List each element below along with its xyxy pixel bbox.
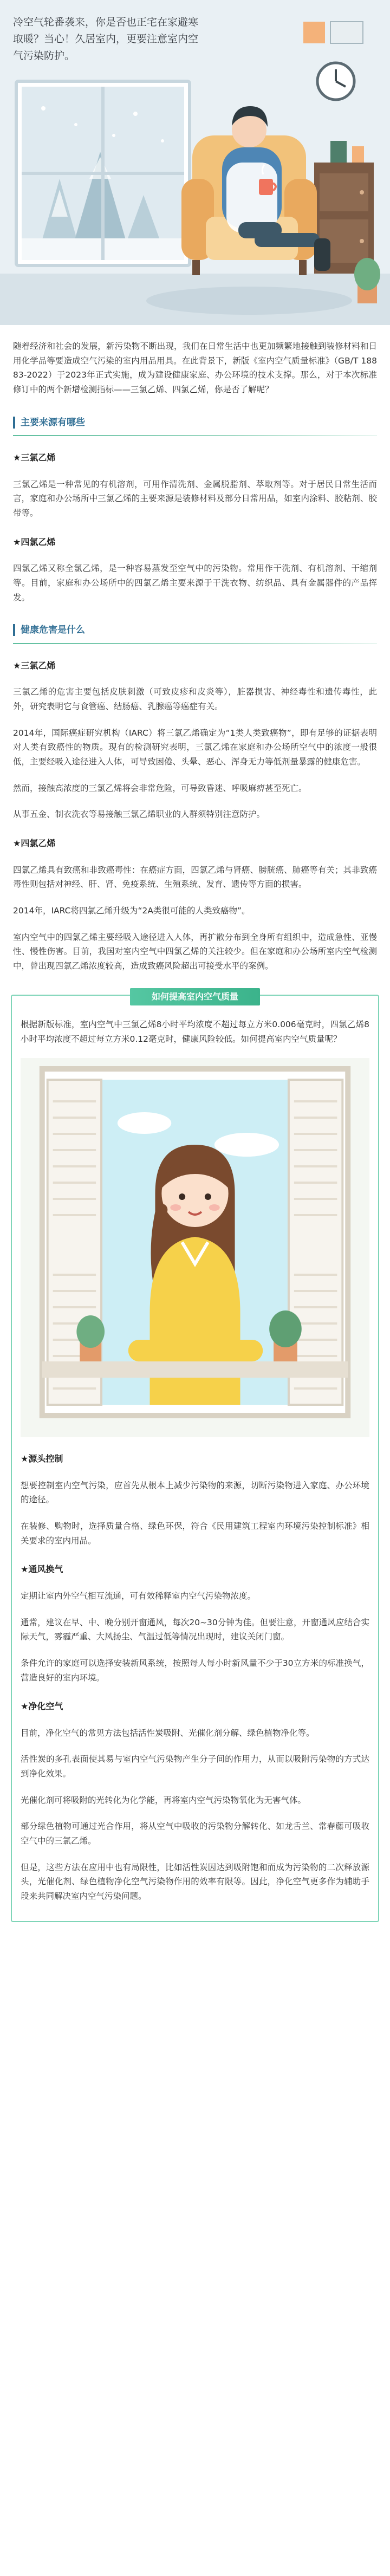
purification-paragraph: 但是，这些方法在应用中也有局限性，比如活性炭因达到吸附饱和而成为污染物的二次释放源头，光催化剂、绿色植物净化空气污染物作用的效率有限等。因此，净化空气更多作为辅助手段来共同解决室内空气污染问题。 bbox=[21, 1862, 369, 1901]
ventilation-paragraph: 定期让室内外空气相互流通，可有效稀释室内空气污染物浓度。 bbox=[21, 1591, 256, 1601]
tce-iarc-paragraph: 2014年，国际癌症研究机构（IARC）将三氯乙烯确定为“1类人类致癌物”，即有足够的证据表明对人类有致癌性的物质。现有的检测研究表明，三氯乙烯在家庭和办公场所空气中的浓度一般很低，主要经吸入途径进入人体，可导致困倦、头晕、恶心、浑身无力等低剂量暴露的健康危害。 bbox=[13, 728, 377, 767]
tce-occupation-paragraph: 从事五金、制衣洗衣等易接触三氯乙烯职业的人群须特别注意防护。 bbox=[13, 809, 265, 820]
subheading-ventilation: ★通风换气 bbox=[21, 1564, 63, 1575]
tce-high-dose-paragraph: 然而，接触高浓度的三氯乙烯将会非常危险，可导致昏迷、呼吸麻痹甚至死亡。 bbox=[13, 783, 307, 793]
section-divider bbox=[13, 435, 377, 436]
ventilation-paragraph: 通常，建议在早、中、晚分别开窗通风，每次20~30分钟为佳。但要注意，开窗通风应结合实际天气，雾霾严重、大风扬尘、气温过低等情况出现时，建议关闭门窗。 bbox=[21, 1617, 369, 1642]
purification-paragraph: 活性炭的多孔表面使其易与室内空气污染物产生分子间的作用力，从而以吸附污染物的方式达到净化效果。 bbox=[21, 1754, 369, 1779]
subheading-source-control: ★源头控制 bbox=[21, 1454, 63, 1464]
subheading-pce: ★四氯乙烯 bbox=[13, 536, 56, 547]
section-header-hazards bbox=[13, 623, 377, 644]
pce-exposure-paragraph: 室内空气中的四氯乙烯主要经吸入途径进入人体，再扩散分布到全身所有组织中，造成急性、亚慢性、慢性伤害。目前，我国对室内空气中四氯乙烯的关注较少。但在家庭和办公场所室内空气检测中，曾出现四氯乙烯浓度较高，造成致癌风险超出可接受水平的案例。 bbox=[13, 932, 377, 971]
subheading-pce: ★四氯乙烯 bbox=[13, 838, 56, 849]
source-control-paragraph: 在装修、购物时，选择质量合格、绿色环保，符合《民用建筑工程室内环境污染控制标准》相关要求的室内用品。 bbox=[21, 1521, 369, 1546]
section-title: 主要来源有哪些 bbox=[13, 417, 85, 429]
purification-paragraph: 目前，净化空气的常见方法包括活性炭吸附、光催化剂分解、绿色植物净化等。 bbox=[21, 1728, 315, 1738]
section-header-sources bbox=[13, 416, 377, 437]
purification-paragraph: 部分绿色植物可通过光合作用，将从空气中吸收的污染物分解转化、如龙舌兰、常春藤可吸收空气中的三氯乙烯。 bbox=[21, 1821, 369, 1846]
panel-title: 如何提高室内空气质量 bbox=[130, 988, 260, 1005]
subheading-tce: ★三氯乙烯 bbox=[13, 660, 56, 671]
pce-source-paragraph: 四氯乙烯又称全氯乙烯，是一种容易蒸发至空气中的污染物。常用作干洗剂、有机溶剂、干缩剂等。目前，家庭和办公场所中的四氯乙烯主要来源于干洗衣物、纺织品、具有金属器件的产品挥发。 bbox=[13, 563, 377, 602]
air-quality-panel bbox=[11, 991, 379, 1922]
source-control-paragraph: 想要控制室内空气污染，应首先从根本上减少污染物的来源，切断污染物进入家庭、办公环境的途径。 bbox=[21, 1480, 369, 1505]
hero-caption: 冷空气轮番袭来，你是否也正宅在家避寒取暖？当心！久居室内，更要注意室内空气污染防护。 bbox=[13, 16, 199, 62]
ventilation-paragraph: 条件允许的家庭可以选择安装新风系统，按照每人每小时新风量不少于30立方米的标准换气，营造良好的室内环境。 bbox=[21, 1658, 369, 1683]
pce-hazard-paragraph: 四氯乙烯具有致癌和非致癌毒性：在癌症方面，四氯乙烯与肾癌、膀胱癌、肺癌等有关；其非致癌毒性则包括对神经、肝、肾、免疫系统、生殖系统、发育、遗传等方面的损害。 bbox=[13, 865, 377, 890]
subheading-purification: ★净化空气 bbox=[21, 1701, 63, 1712]
pce-iarc-paragraph: 2014年，IARC将四氯乙烯升级为“2A类很可能的人类致癌物”。 bbox=[13, 905, 250, 916]
section-title: 健康危害是什么 bbox=[13, 624, 85, 636]
tce-hazard-paragraph: 三氯乙烯的危害主要包括皮肤刺激（可致皮疹和皮炎等），脏器损害、神经毒性和遗传毒性，此外，研究表明它与食管癌、结肠癌、乳腺癌等癌症有关。 bbox=[13, 687, 377, 712]
standard-paragraph: 根据新版标准，室内空气中三氯乙烯8小时平均浓度不超过每立方米0.006毫克时，四氯乙烯8小时平均浓度不超过每立方米0.12毫克时，健康风险较低。如何提高室内空气质量呢？ bbox=[21, 1019, 369, 1044]
section-divider bbox=[13, 643, 377, 644]
purification-paragraph: 光催化剂可将吸附的光转化为化学能，再将室内空气污染物氧化为无害气体。 bbox=[21, 1795, 307, 1805]
window-illustration bbox=[21, 1058, 369, 1437]
subheading-tce: ★三氯乙烯 bbox=[13, 452, 56, 463]
hero-banner bbox=[0, 0, 390, 325]
intro-paragraph: 随着经济和社会的发展，新污染物不断出现，我们在日常生活中也更加频繁地接触到装修材料和日用化学品等要造成空气污染的室内用品用具。在此背景下，新版《室内空气质量标准》（GB/T 18883-2022）于2023年正式实施，成为建设健康家庭、办公环境的技术支撑。那么，对于本次标准修订中的两个新增检测指标——三氯乙烯、四氯乙烯，你是否了解呢？ bbox=[13, 341, 377, 394]
tce-source-paragraph: 三氯乙烯是一种常见的有机溶剂，可用作清洗剂、金属脱脂剂、萃取剂等。对于居民日常生活而言，家庭和办公场所中三氯乙烯的主要来源是装修材料及部分日常用品，如室内涂料、胶粘剂、胶带等。 bbox=[13, 479, 377, 518]
